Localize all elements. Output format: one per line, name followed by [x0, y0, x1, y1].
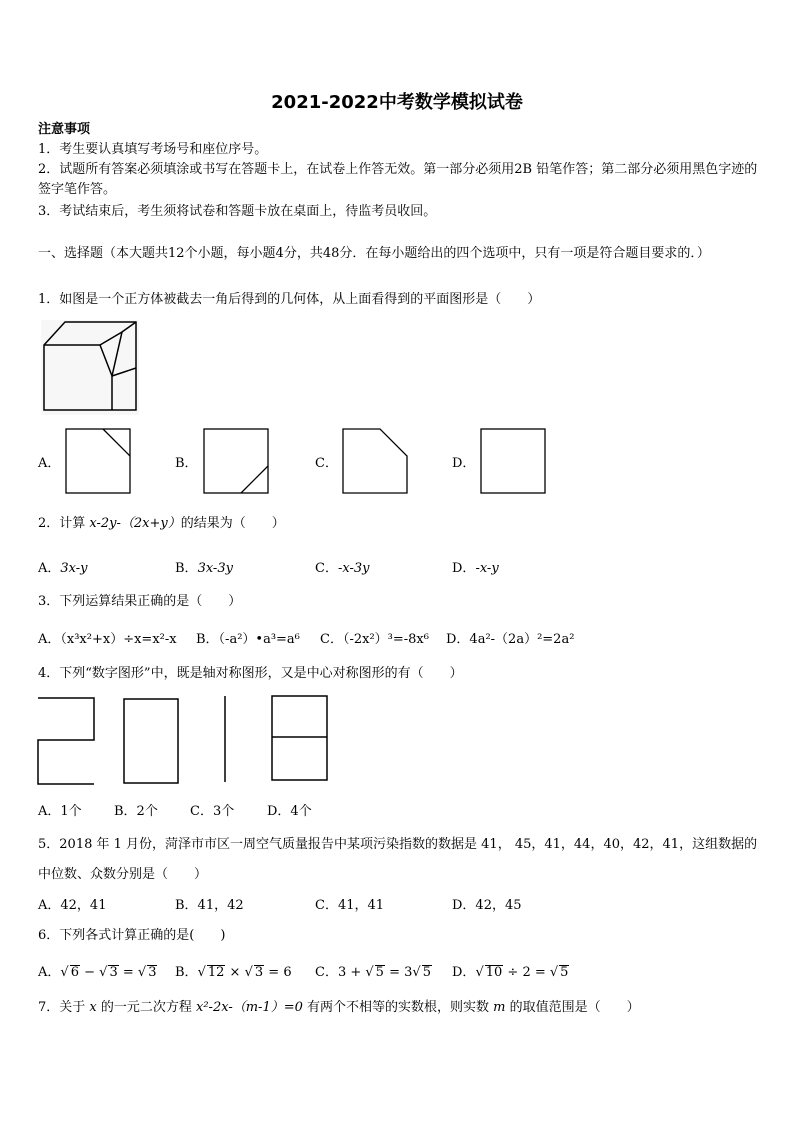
q3-option-c: C．（-2x²）³=-8x⁶ [320, 632, 429, 647]
q4-figure-digit-1 [220, 694, 230, 786]
q6-stem: 6．下列各式计算正确的是( ) [38, 928, 226, 943]
q1-stem: 1．如图是一个正方体被截去一角后得到的几何体，从上面看得到的平面图形是（ ） [38, 292, 541, 307]
q2-stem [38, 514, 285, 534]
section-header: 一、选择题（本大题共12个小题，每小题4分，共48分．在每小题给出的四个选项中，只有一项是符合题目要求的．） [38, 246, 710, 261]
q2-option-b: B．3x-3y [175, 561, 233, 576]
q1-option-d-figure [480, 428, 546, 494]
q7-stem: 7．关于 x 的一元二次方程 x²-2x-（m-1）=0 有两个不相等的实数根，则实数 m 的取值范围是（ ） [38, 1000, 640, 1015]
q1-option-a-label: A． [38, 456, 61, 471]
q3-option-b: B．（-a²）•a³=a⁶ [196, 632, 300, 647]
q6-option-c: C．3 + √ 5 = 3√ 5 [315, 965, 431, 980]
q4-option-d: D．4个 [267, 804, 312, 819]
q6-option-b: B．√ 12 × √ 3 = 6 [175, 965, 292, 980]
q4-stem: 4．下列“数字图形”中，既是轴对称图形，又是中心对称图形的有（ ） [38, 666, 463, 681]
q4-figure-digit-0 [122, 697, 182, 785]
q4-option-c: C．3个 [190, 804, 235, 819]
q1-solid-figure [40, 320, 140, 415]
q1-option-c-label: C． [315, 456, 338, 471]
q5-stem: 5．2018 年 1 月份，菏泽市市区一周空气质量报告中某项污染指数的数据是 41， 45，41，44，40，42，41，这组数据的中位数、众数分别是（ ） [38, 837, 758, 882]
q4-figure-digit-5 [36, 696, 96, 786]
q6-option-d: D．√ 10 ÷ 2 = √ 5 [452, 965, 569, 980]
q3-option-d: D．4a²-（2a）²=2a² [446, 632, 575, 647]
q5-option-d: D．42，45 [452, 898, 522, 913]
q4-option-a: A．1个 [38, 804, 82, 819]
notice-item-2: 2．试题所有答案必须填涂或书写在答题卡上，在试卷上作答无效。第一部分必须用2B 铅笔作答；第二部分必须用黑色字迹的签字笔作答。 [38, 162, 758, 197]
q2-option-d: D．-x-y [452, 561, 499, 576]
q2-stem-suffix: 的结果为（ ） [180, 516, 285, 531]
q1-option-d-label: D． [452, 456, 476, 471]
notice-item-3: 3．考试结束后，考生须将试卷和答题卡放在桌面上，待监考员收回。 [38, 204, 437, 219]
q3-stem: 3．下列运算结果正确的是（ ） [38, 594, 242, 609]
q1-option-a-figure [65, 428, 131, 494]
q5-option-c: C．41，41 [315, 898, 385, 913]
q4-option-b: B．2个 [114, 804, 158, 819]
q5-option-a: A．42，41 [38, 898, 107, 913]
notice-heading: 注意事项 [38, 122, 91, 137]
q2-expression: x-2y-（2x+y） [89, 516, 181, 531]
q6-option-a: A．√ 6 − √ 3 = √ 3 [38, 965, 157, 980]
q2-stem-prefix: 2．计算 [38, 516, 90, 531]
page-title: 2021-2022中考数学模拟试卷 [271, 92, 523, 113]
q1-option-b-label: B． [175, 456, 198, 471]
q2-option-a: A．3x-y [38, 561, 88, 576]
q1-option-c-figure [342, 428, 408, 494]
q4-figure-digit-8 [270, 694, 330, 786]
q2-option-c: C．-x-3y [315, 561, 370, 576]
notice-item-1: 1．考生要认真填写考场号和座位序号。 [38, 142, 268, 157]
q1-option-b-figure [203, 428, 269, 494]
q3-option-a: A．（x³x²+x）÷x=x²-x [38, 632, 177, 647]
q5-option-b: B．41，42 [175, 898, 244, 913]
